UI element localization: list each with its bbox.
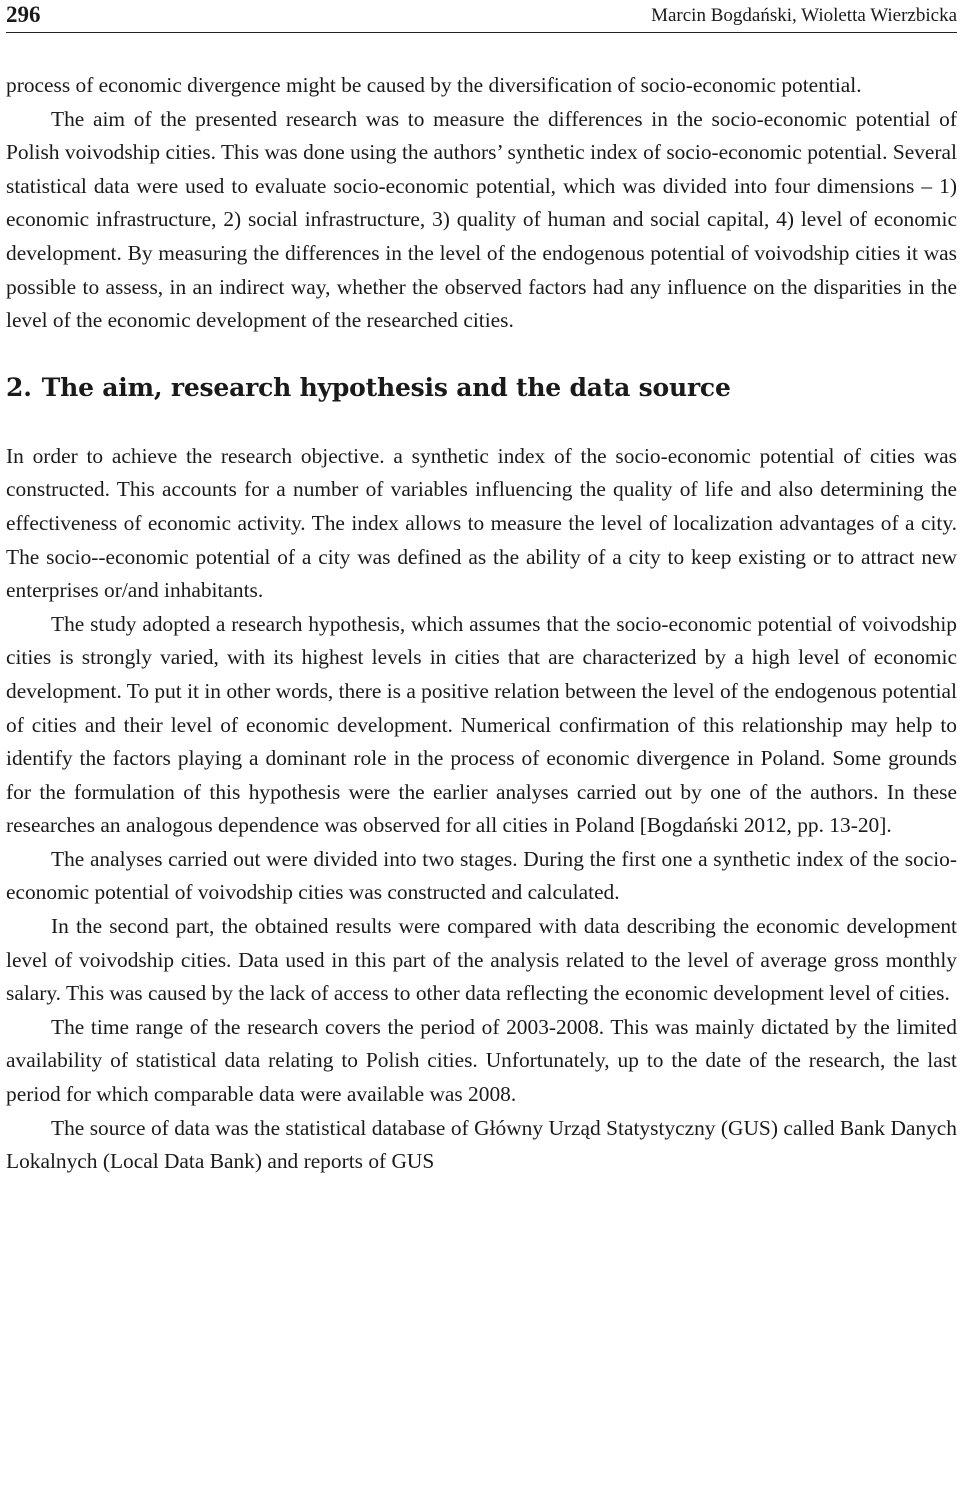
body-text [6, 69, 957, 1179]
paragraph-hypothesis: The study adopted a research hypothesis, which assumes that the socio-economic potential of voivodship cities is strongly varied, with its highest levels in cities that are characterized by a high level of economic development. To put it in other words, there is a positive relation between the level of the endogenous potential of cities and their level of economic development. Numerical confirmation of this relationship may help to identify the factors playing a dominant role in the process of economic divergence in Poland. Some grounds for the formulation of this hypothesis were the earlier analyses carried out by one of the authors. In these researches an analogous dependence was observed for all cities in Poland [Bogdański 2012, pp. 13-20]. [6, 611, 957, 838]
section-number: 2. [6, 372, 32, 402]
paragraph-time-range: The time range of the research covers the period of 2003-2008. This was mainly dictated by the limited availability of statistical data relating to Polish cities. Unfortunately, up to the date of the research, the last period for which comparable data were available was 2008. [6, 1014, 957, 1107]
page-number: 296 [6, 2, 41, 27]
paragraph-stages: The analyses carried out were divided into two stages. During the first one a synthetic index of the socio-economic potential of voivodship cities was constructed and calculated. [6, 846, 957, 905]
section-title: The aim, research hypothesis and the data source [41, 372, 731, 402]
running-header [6, 0, 957, 33]
paragraph-data-source: The source of data was the statistical database of Główny Urząd Statystyczny (GUS) called Bank Danych Lokalnych (Local Data Bank) and reports of GUS [6, 1115, 957, 1174]
running-header-authors: Marcin Bogdański, Wioletta Wierzbicka [651, 5, 957, 26]
document-page [6, 0, 957, 1179]
paragraph-objective: In order to achieve the research objective. a synthetic index of the socio-economic potential of cities was constructed. This accounts for a number of variables influencing the quality of life and also determining the effectiveness of economic activity. The index allows to measure the level of localization advantages of a city. The socio--economic potential of a city was defined as the ability of a city to keep existing or to attract new enterprises or/and inhabitants. [6, 443, 957, 603]
paragraph-continued: process of economic divergence might be caused by the diversification of socio-economic potential. [6, 73, 862, 97]
paragraph-research-aim: The aim of the presented research was to measure the differences in the socio-economic potential of Polish voivodship cities. This was done using the authors’ synthetic index of socio-economic potential. Several statistical data were used to evaluate socio-economic potential, which was divided into four dimensions – 1) economic infrastructure, 2) social infrastructure, 3) quality of human and social capital, 4) level of economic development. By measuring the differences in the level of the endogenous potential of voivodship cities it was possible to assess, in an indirect way, whether the observed factors had any influence on the disparities in the level of the economic development of the researched cities. [6, 106, 957, 333]
paragraph-second-part: In the second part, the obtained results were compared with data describing the economic development level of voivodship cities. Data used in this part of the analysis related to the level of average gross monthly salary. This was caused by the lack of access to other data reflecting the economic development level of cities. [6, 914, 957, 1006]
section-heading [6, 372, 957, 404]
